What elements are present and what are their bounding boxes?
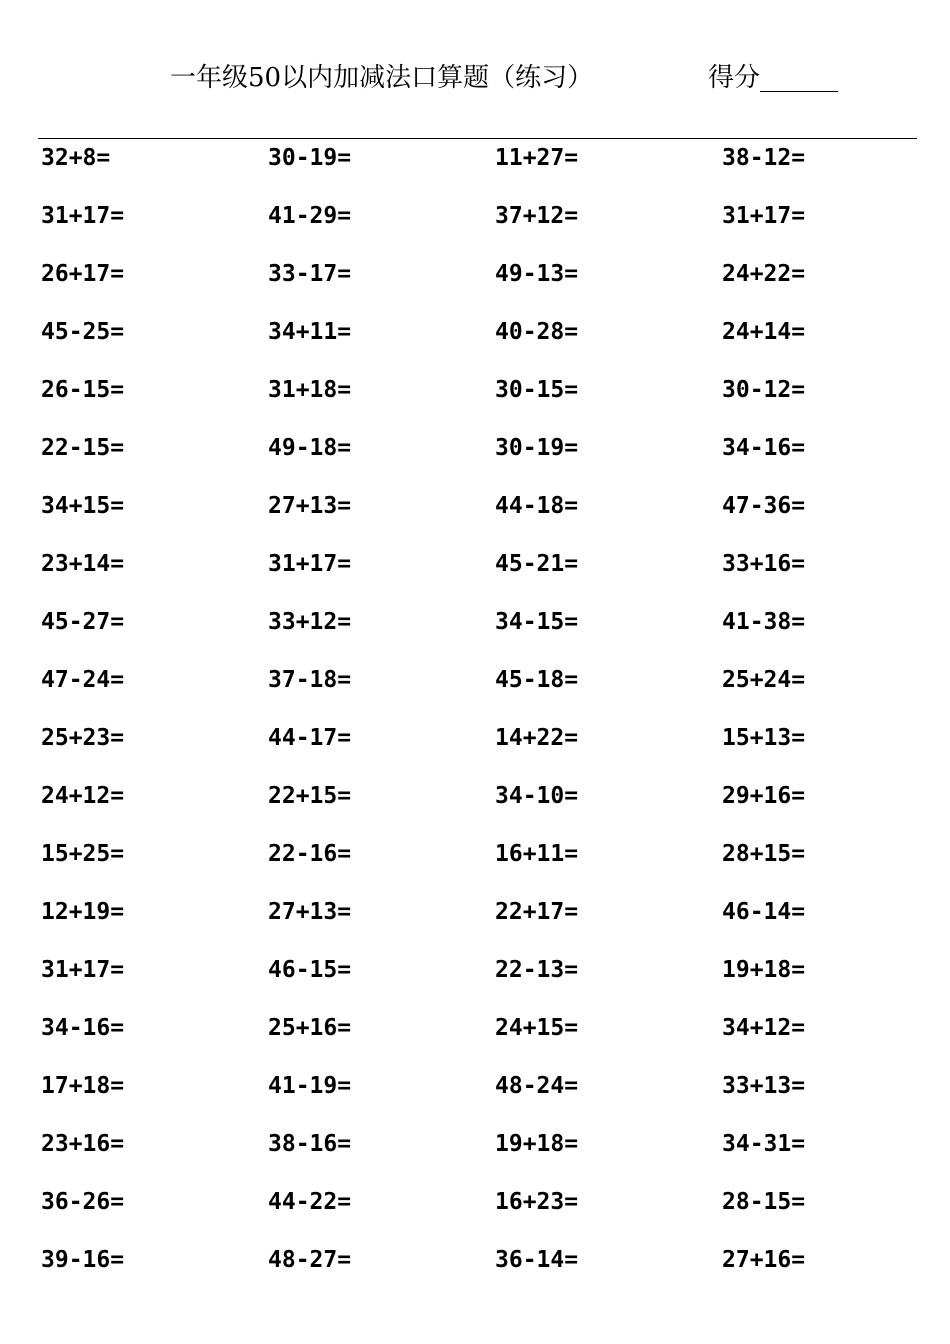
problem-row bbox=[41, 315, 941, 373]
problem-item: 45-21= bbox=[495, 551, 579, 577]
problem-item: 22-16= bbox=[268, 841, 352, 867]
problem-item: 37-18= bbox=[268, 667, 352, 693]
problem-item: 34-10= bbox=[495, 783, 579, 809]
problem-item: 49-18= bbox=[268, 435, 352, 461]
problem-row bbox=[41, 199, 941, 257]
problem-item: 39-16= bbox=[41, 1247, 125, 1273]
problem-row bbox=[41, 605, 941, 663]
problem-item: 28-15= bbox=[722, 1189, 806, 1215]
problem-item: 24+15= bbox=[495, 1015, 579, 1041]
problem-item: 33+16= bbox=[722, 551, 806, 577]
problem-item: 19+18= bbox=[722, 957, 806, 983]
problem-item: 30-19= bbox=[268, 145, 352, 171]
problem-item: 30-12= bbox=[722, 377, 806, 403]
problem-item: 27+16= bbox=[722, 1247, 806, 1273]
problem-item: 25+24= bbox=[722, 667, 806, 693]
problem-item: 16+11= bbox=[495, 841, 579, 867]
problem-item: 14+22= bbox=[495, 725, 579, 751]
problem-item: 31+17= bbox=[722, 203, 806, 229]
problem-row bbox=[41, 547, 941, 605]
problem-item: 33+12= bbox=[268, 609, 352, 635]
problem-item: 22+17= bbox=[495, 899, 579, 925]
problem-item: 34-15= bbox=[495, 609, 579, 635]
problem-row bbox=[41, 373, 941, 431]
problem-row bbox=[41, 1243, 941, 1301]
problem-item: 23+16= bbox=[41, 1131, 125, 1157]
problem-item: 47-24= bbox=[41, 667, 125, 693]
problem-item: 26-15= bbox=[41, 377, 125, 403]
problem-item: 40-28= bbox=[495, 319, 579, 345]
problem-item: 24+12= bbox=[41, 783, 125, 809]
score-field: 得分______ bbox=[708, 63, 839, 93]
problem-item: 25+23= bbox=[41, 725, 125, 751]
problem-item: 48-27= bbox=[268, 1247, 352, 1273]
problem-item: 22-13= bbox=[495, 957, 579, 983]
problem-row bbox=[41, 489, 941, 547]
problem-item: 34-16= bbox=[722, 435, 806, 461]
problem-item: 23+14= bbox=[41, 551, 125, 577]
problem-item: 17+18= bbox=[41, 1073, 125, 1099]
problem-item: 44-22= bbox=[268, 1189, 352, 1215]
problem-row bbox=[41, 663, 941, 721]
problem-item: 30-15= bbox=[495, 377, 579, 403]
problem-item: 44-17= bbox=[268, 725, 352, 751]
problem-row bbox=[41, 1127, 941, 1185]
problem-item: 48-24= bbox=[495, 1073, 579, 1099]
problem-row bbox=[41, 141, 941, 199]
problem-item: 27+13= bbox=[268, 493, 352, 519]
problem-row bbox=[41, 1011, 941, 1069]
problem-item: 16+23= bbox=[495, 1189, 579, 1215]
problem-row bbox=[41, 257, 941, 315]
problem-item: 34-16= bbox=[41, 1015, 125, 1041]
worksheet-header bbox=[0, 58, 950, 98]
problem-item: 24+14= bbox=[722, 319, 806, 345]
problem-item: 41-29= bbox=[268, 203, 352, 229]
problem-item: 15+25= bbox=[41, 841, 125, 867]
problem-item: 47-36= bbox=[722, 493, 806, 519]
problem-item: 36-26= bbox=[41, 1189, 125, 1215]
problem-item: 36-14= bbox=[495, 1247, 579, 1273]
problem-item: 34+12= bbox=[722, 1015, 806, 1041]
problem-item: 15+13= bbox=[722, 725, 806, 751]
problem-grid bbox=[41, 141, 941, 1301]
problem-item: 46-14= bbox=[722, 899, 806, 925]
problem-item: 34-31= bbox=[722, 1131, 806, 1157]
problem-item: 34+11= bbox=[268, 319, 352, 345]
problem-row bbox=[41, 953, 941, 1011]
problem-item: 46-15= bbox=[268, 957, 352, 983]
problem-item: 41-38= bbox=[722, 609, 806, 635]
problem-item: 11+27= bbox=[495, 145, 579, 171]
problem-item: 31+17= bbox=[41, 203, 125, 229]
problem-item: 45-27= bbox=[41, 609, 125, 635]
problem-item: 22+15= bbox=[268, 783, 352, 809]
problem-item: 12+19= bbox=[41, 899, 125, 925]
problem-item: 31+17= bbox=[41, 957, 125, 983]
problem-row bbox=[41, 1069, 941, 1127]
problem-row bbox=[41, 1185, 941, 1243]
problem-item: 38-12= bbox=[722, 145, 806, 171]
problem-item: 24+22= bbox=[722, 261, 806, 287]
problem-item: 31+18= bbox=[268, 377, 352, 403]
problem-item: 41-19= bbox=[268, 1073, 352, 1099]
problem-item: 49-13= bbox=[495, 261, 579, 287]
problem-item: 28+15= bbox=[722, 841, 806, 867]
problem-item: 44-18= bbox=[495, 493, 579, 519]
problem-item: 26+17= bbox=[41, 261, 125, 287]
problem-item: 33+13= bbox=[722, 1073, 806, 1099]
worksheet-title: 一年级50以内加减法口算题（练习） bbox=[170, 63, 594, 93]
problem-row bbox=[41, 431, 941, 489]
problem-row bbox=[41, 895, 941, 953]
problem-item: 33-17= bbox=[268, 261, 352, 287]
problem-item: 25+16= bbox=[268, 1015, 352, 1041]
problem-item: 29+16= bbox=[722, 783, 806, 809]
problem-item: 22-15= bbox=[41, 435, 125, 461]
problem-item: 32+8= bbox=[41, 145, 111, 171]
problem-row bbox=[41, 837, 941, 895]
problem-item: 19+18= bbox=[495, 1131, 579, 1157]
problem-row bbox=[41, 721, 941, 779]
problem-item: 45-18= bbox=[495, 667, 579, 693]
problem-item: 30-19= bbox=[495, 435, 579, 461]
header-divider bbox=[38, 138, 917, 139]
problem-item: 31+17= bbox=[268, 551, 352, 577]
problem-row bbox=[41, 779, 941, 837]
problem-item: 34+15= bbox=[41, 493, 125, 519]
problem-item: 45-25= bbox=[41, 319, 125, 345]
problem-item: 38-16= bbox=[268, 1131, 352, 1157]
problem-item: 27+13= bbox=[268, 899, 352, 925]
problem-item: 37+12= bbox=[495, 203, 579, 229]
